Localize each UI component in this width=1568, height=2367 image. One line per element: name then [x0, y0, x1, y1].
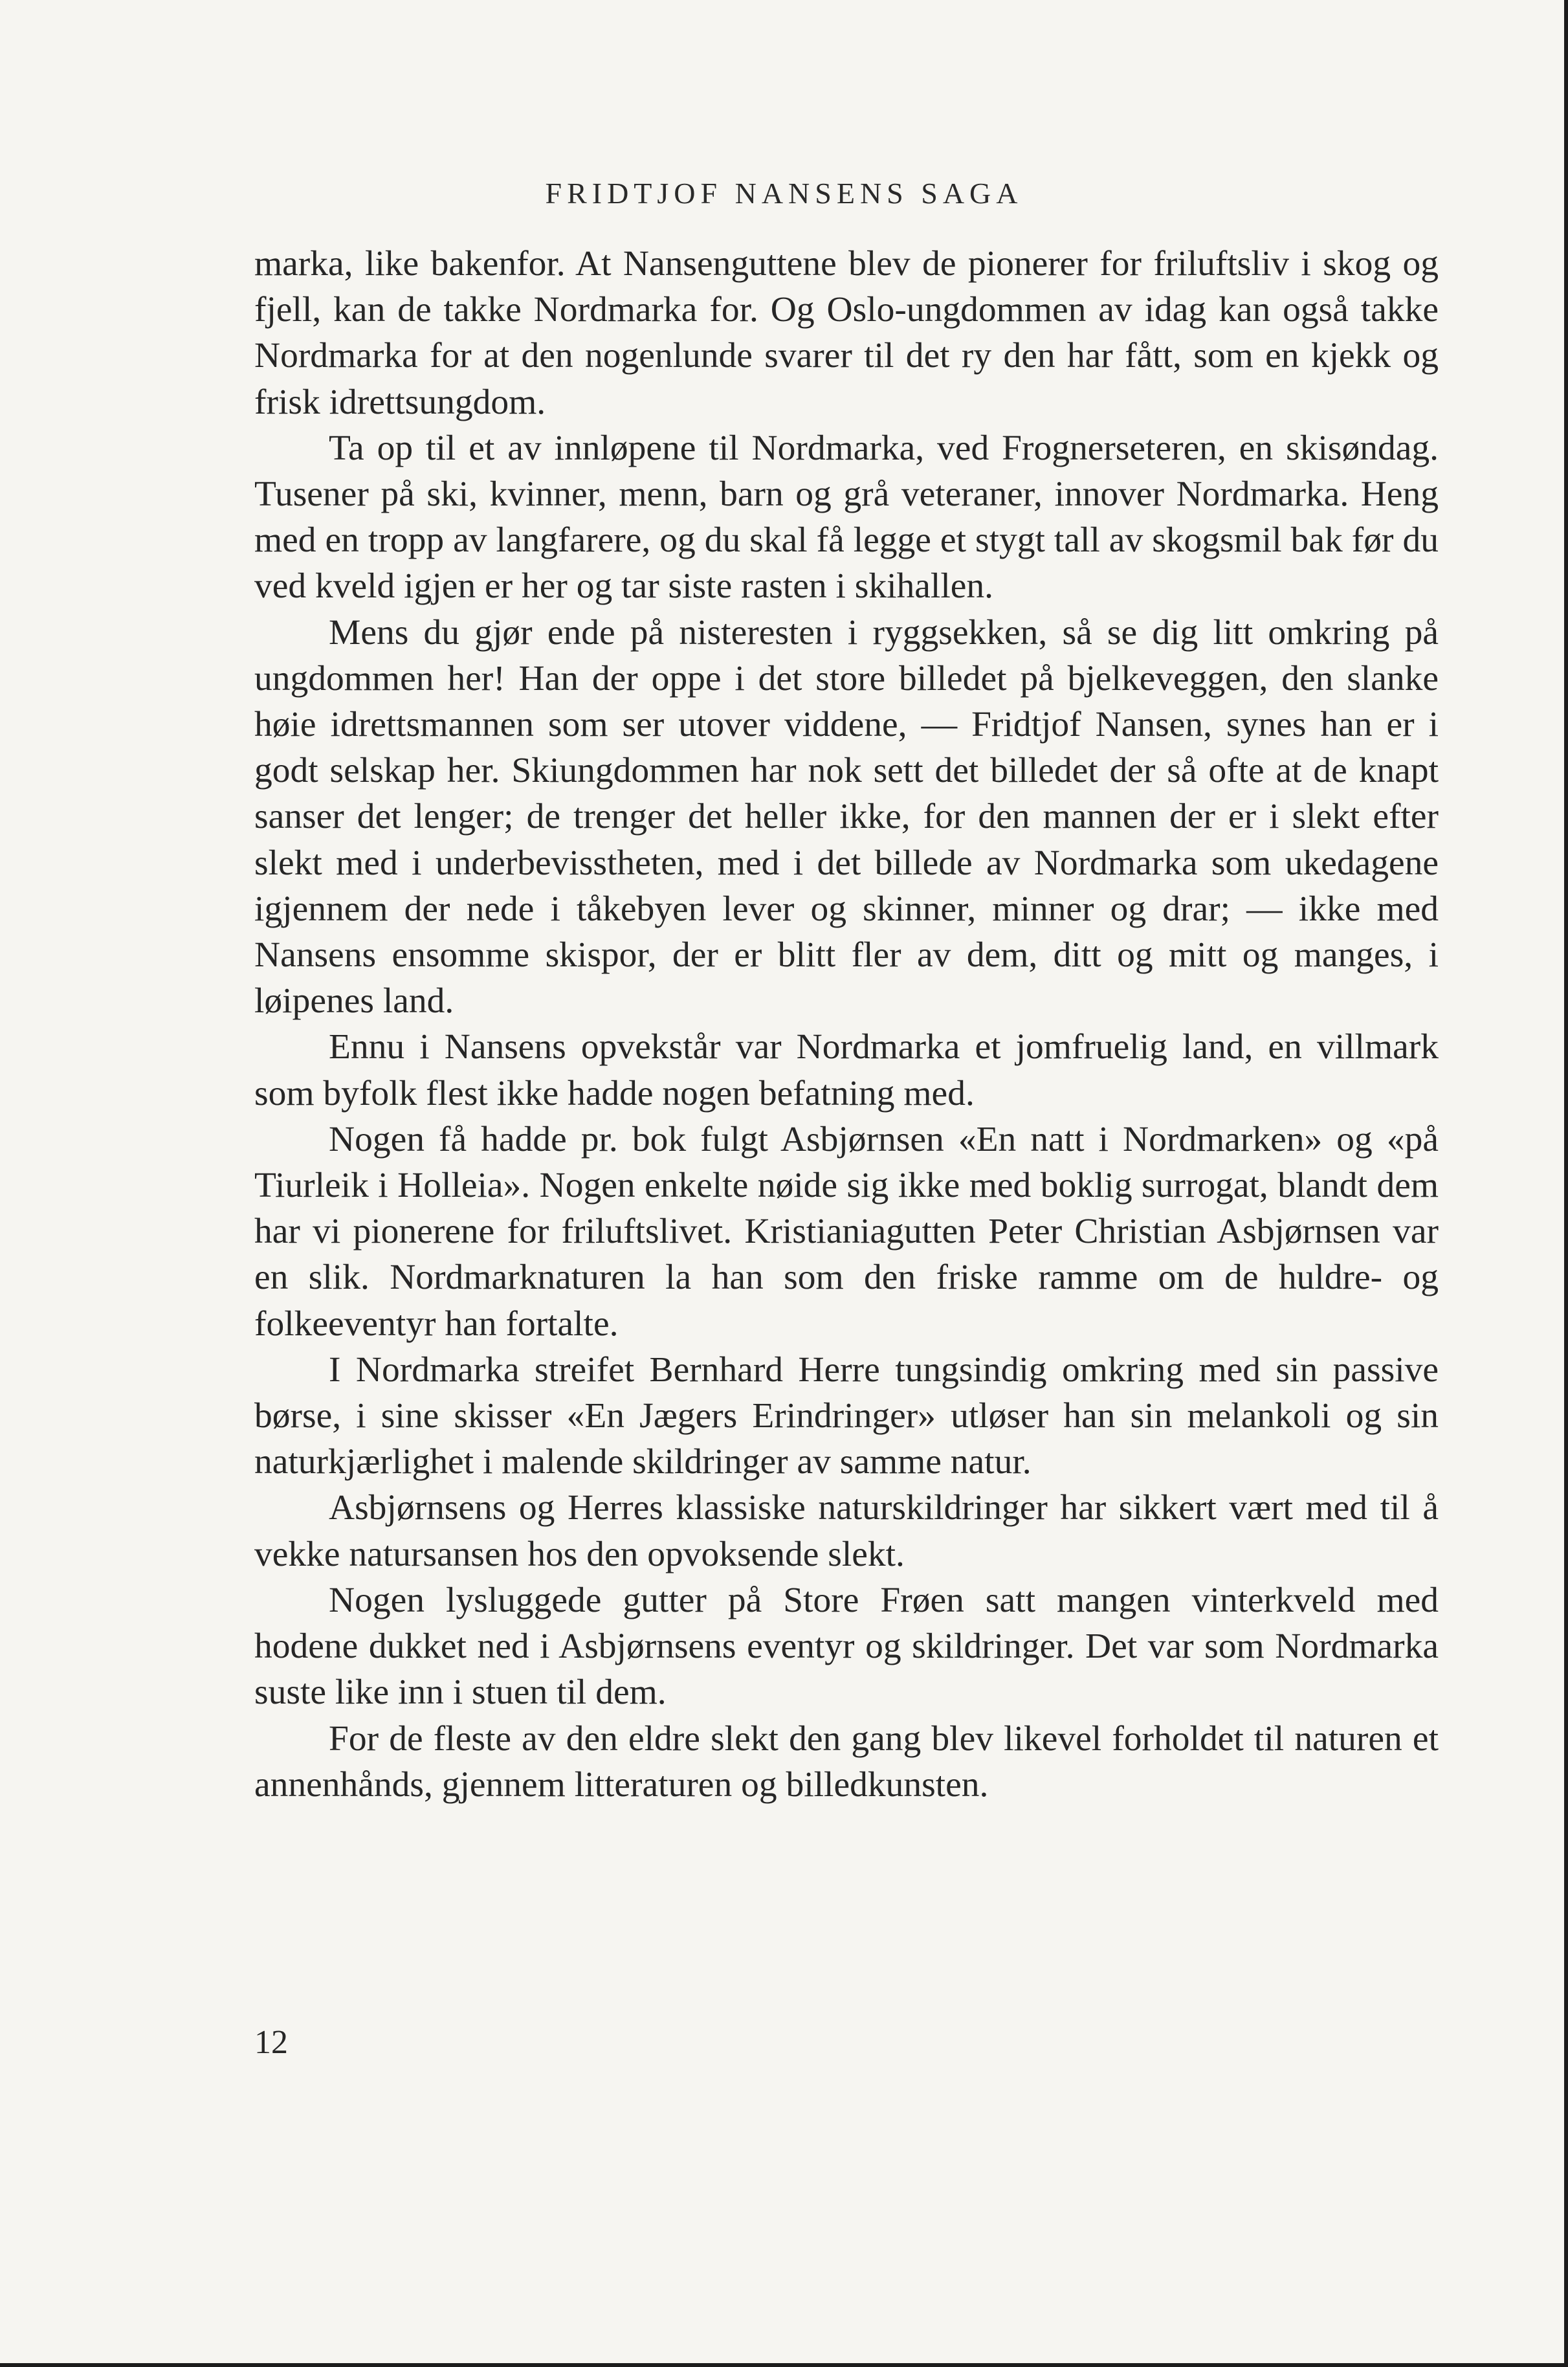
body-text	[254, 241, 1439, 1808]
paragraph: I Nordmarka streifet Bernhard Herre tungsindig omkring med sin passive børse, i sine skisser «En Jægers Erindringer» utløser han sin melankoli og sin naturkjærlighet i malende skildringer av samme natur.	[254, 1350, 1439, 1482]
paragraph: Ta op til et av innløpene til Nordmarka, ved Frognerseteren, en skisøndag. Tusener på ski, kvinner, menn, barn og grå veteraner, innover Nordmarka. Heng med en tropp av langfarere, og du skal få legge et stygt tall av skogsmil bak før du ved kveld igjen er her og tar siste rasten i skihallen.	[254, 428, 1439, 606]
page-number: 12	[254, 2024, 288, 2061]
running-header: FRIDTJOF NANSENS SAGA	[545, 177, 1023, 210]
paragraph: Mens du gjør ende på nisteresten i ryggsekken, så se dig litt omkring på ungdommen her! Han der oppe i det store billedet på bjelkeveggen, den slanke høie idrettsmannen som ser utover viddene, — Fridtjof Nansen, synes han er i godt selskap her. Skiungdommen har nok sett det billedet der så ofte at de knapt sanser det lenger; de trenger det heller ikke, for den mannen der er i slekt efter slekt med i underbevisstheten, med i det billede av Nordmarka som ukedagene igjennem der nede i tåkebyen lever og skinner, minner og drar; — ikke med Nansens ensomme skispor, der er blitt fler av dem, ditt og mitt og manges, i løipenes land.	[254, 612, 1439, 1021]
paragraph: Nogen få hadde pr. bok fulgt Asbjørnsen «En natt i Nordmarken» og «på Tiurleik i Holleia». Nogen enkelte nøide sig ikke med boklig surrogat, blandt dem har vi pionerene for friluftslivet. Kristianiagutten Peter Christian Asbjørnsen var en slik. Nordmarknaturen la han som den friske ramme om de huldre- og folkeeventyr han fortalte.	[254, 1119, 1439, 1344]
paragraph: Nogen lysluggede gutter på Store Frøen satt mangen vinterkveld med hodene dukket ned i Asbjørnsens eventyr og skildringer. Det var som Nordmarka suste like inn i stuen til dem.	[254, 1580, 1439, 1713]
paragraph: Asbjørnsens og Herres klassiske naturskildringer har sikkert vært med til å vekke natursansen hos den opvoksende slekt.	[254, 1488, 1439, 1574]
paragraph: marka, like bakenfor. At Nansenguttene blev de pionerer for friluftsliv i skog og fjell, kan de takke Nordmarka for. Og Oslo-ungdommen av idag kan også takke Nordmarka for at den nogenlunde svarer til det ry den har fått, som en kjekk og frisk idrettsungdom.	[254, 244, 1439, 422]
paragraph: For de fleste av den eldre slekt den gang blev likevel forholdet til naturen et annenhånds, gjennem litteraturen og billedkunsten.	[254, 1718, 1439, 1805]
paragraph: Ennu i Nansens opvekstår var Nordmarka et jomfruelig land, en villmark som byfolk flest ikke hadde nogen befatning med.	[254, 1027, 1439, 1113]
